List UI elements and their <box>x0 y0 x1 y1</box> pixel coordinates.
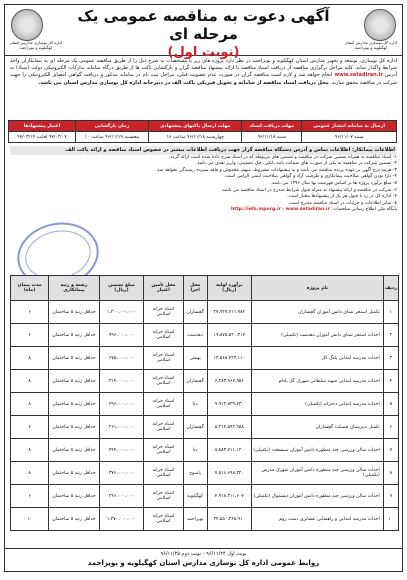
table-cell: ۵ <box>383 393 398 416</box>
column-header: رشته و رتبه پیمانکاری <box>49 276 100 301</box>
table-row <box>11 370 399 393</box>
page-subtitle: (نوبت اول) <box>167 45 240 60</box>
table-cell: اسناد خزانه اسلامی <box>144 462 184 485</box>
schedule-header-row <box>9 121 397 132</box>
table-cell: ۲۷،۹۲۷،۲۱۱،۹۸۴ <box>207 301 251 324</box>
table-cell: اسناد خزانه اسلامی <box>144 393 184 416</box>
schedule-header: زمان بازگشایی <box>75 121 148 132</box>
intro-bold-line: محل دریافت اسناد مناقصه از سامانه و تحویل فیزیکی پاکت الف در دبیرخانه اداره کل نوسازی مدارس استان می باشد. <box>38 79 329 86</box>
table-cell: ۳۴،۵۵۰،۳۶۵،۹۱۰ <box>207 508 251 531</box>
table-cell: گچساران <box>183 370 207 393</box>
table-cell: ۲۶۱،۰۰۰،۰۰۰ <box>99 416 143 439</box>
table-cell: حداقل رتبه ۵ ساختمان <box>49 370 100 393</box>
projects-table <box>10 275 399 531</box>
table-cell: ۶،۲۸۳،۹۶۷،۹۵۶ <box>207 370 251 393</box>
header <box>5 5 402 60</box>
emblem-right-icon <box>364 9 396 41</box>
schedule-table <box>8 120 397 143</box>
note-item: ۲- تضمین شرکت در مناقصه به یکی از صورت های ضمانت نامه بانکی، چک تضمینی، واریز نقدی می باشد. <box>195 161 397 167</box>
intro-text: اداره کل نوسازی، توسعه و تجهیز مدارس استان کهگیلویه و بویراحمد در نظر دارد پروژه های زیر با مشخصات به شرح ذیل را از طریق مناقصه عمومی یک مرحله ای به پیمانکاران واجد شرایط واگذار نماید. کلیه مراحل برگزاری مناقصه از دریافت اسناد مناقصه تا ارائه پیشنهاد مناقصه گران و بازگشایی پاکت ها از طریق درگاه سامانه تدارکات الکترونیکی دولت (ستاد) به آدرس <box>10 58 398 79</box>
table-cell: حداقل رتبه ۵ ساختمان <box>49 508 100 531</box>
notes-heading: اطلاعات پیمانکار: اطلاعات تماس و آدرس دستگاه مناقصه گزار جهت دریافت اطلاعات بیشتر در خصوص اسناد مناقصه و ارائه پاکت الف <box>10 146 397 155</box>
table-cell: ۱۳،۵۶۸،۴۲۳،۱۱۰ <box>207 347 251 370</box>
note-item: ۶- شرکت در مناقصه و ارائه پیشنهاد به منزله قبول شرایط مندرج در اسناد مناقصه می باشد. <box>221 187 397 193</box>
table-cell: ۳۷۶،۰۰۰،۰۰۰ <box>99 462 143 485</box>
table-row <box>11 508 399 531</box>
table-cell: گچساران <box>183 301 207 324</box>
schedule-header: ارسال به سامانه انتشار عمومی <box>302 121 397 132</box>
table-row <box>11 485 399 508</box>
notes-link-line: پایگاه ملی اطلاع رسانی مناقصات: http://iets.mporg.ir - www.setadiran.ir <box>231 207 397 213</box>
table-cell: اسناد خزانه اسلامی <box>144 439 184 462</box>
table-cell: اسناد خزانه اسلامی <box>144 485 184 508</box>
table-cell: حداقل رتبه ۵ ساختمان <box>49 485 100 508</box>
iets-link[interactable]: http://iets.mporg.ir <box>231 207 281 213</box>
column-header: محل اجرا <box>183 276 207 301</box>
schedule-header: اعتبار پیشنهادها <box>9 121 76 132</box>
page-title: آگهی دعوت به مناقصه عمومی یک مرحله ای <box>77 7 330 43</box>
table-cell: اسناد خزانه اسلامی <box>144 301 184 324</box>
projects-body <box>11 301 399 531</box>
table-cell: ۸ <box>11 370 49 393</box>
table-cell: ۹،۹۱۲،۸۳۹،۶۳۰ <box>207 393 251 416</box>
table-cell: ۶ <box>383 416 398 439</box>
setad-link-2[interactable]: www.setadiran.ir <box>285 207 330 213</box>
table-row <box>11 439 399 462</box>
table-cell: ۳ <box>383 347 398 370</box>
table-cell: ۶۷۸،۰۰۰،۰۰۰ <box>99 347 143 370</box>
setad-link[interactable]: www.setadiran.ir <box>334 72 383 79</box>
table-cell: اسناد خزانه اسلامی <box>144 370 184 393</box>
table-cell: ۲ <box>383 324 398 347</box>
table-cell: ۱،۳۷۰،۰۰۰،۰۰۰ <box>99 508 143 531</box>
column-header: برآورد اولیه (ریال) <box>207 276 251 301</box>
schedule-value: ۹۷/۰۳/۰۷ لغایت ۹۷/۰۳/۱۴ <box>9 132 76 143</box>
table-cell: ۹۹۶،۰۰۰،۰۰۰ <box>99 324 143 347</box>
table-cell: تکمیل دبیرستان فضیلت گچساران <box>252 416 384 439</box>
table-cell: ۳۱۴،۰۰۰،۰۰۰ <box>99 370 143 393</box>
table-cell: احداث مدرسه ابتدایی پلنگ کار <box>252 347 384 370</box>
publish-dates: نوبت اول ۹۶/۱۱/۲۴ - نوبت دوم ۹۶/۱۱/۲۵ <box>160 551 247 557</box>
table-cell: بویراحمد <box>183 508 207 531</box>
table-cell: ۹ <box>383 485 398 508</box>
table-cell: ۸ <box>11 393 49 416</box>
table-cell: دنا <box>183 393 207 416</box>
schedule-value: شنبه ۹۶/۱۱/۱۸ <box>242 132 302 143</box>
table-cell: اسناد خزانه اسلامی <box>144 508 184 531</box>
schedule-value: پنجشنبه ۹۶/۱۱/۱۹ ساعت ۱۰ <box>75 132 148 143</box>
table-cell: ۴۴۴،۰۰۰،۰۰۰ <box>99 439 143 462</box>
table-row <box>11 416 399 439</box>
column-header: ردیف <box>383 276 398 301</box>
note-item: ۴- دارا بودن گواهی صلاحیت پیمانکاری و ظرفیت آزاد و گواهی صلاحیت ایمنی الزامی است. <box>224 174 397 180</box>
table-cell: احداث سالن ورزشی چند منظوره دانش آموزان دیشموک (تکمیلی) <box>252 485 384 508</box>
schedule-header: مهلت ارسال پاکتهای پیشنهادی <box>149 121 242 132</box>
notes-link-label: پایگاه ملی اطلاع رسانی مناقصات: <box>331 207 397 213</box>
table-cell: حداقل رتبه ۵ ساختمان <box>49 439 100 462</box>
table-cell: ۷،۵۱۶،۶۹۸،۲۲۰ <box>207 462 251 485</box>
org-name-left: اداره کل نوسازی مدارس استان کهگیلویه و بویراحمد <box>9 40 63 50</box>
table-cell: احداث مدرسه ابتدایی شهید سلطانی شهرک گل بادام <box>252 370 384 393</box>
table-cell: ۱ <box>383 301 398 324</box>
table-cell: ۴۹۶،۰۰۰،۰۰۰ <box>99 393 143 416</box>
table-row <box>11 347 399 370</box>
table-cell: ۲۴۶،۰۰۰،۰۰۰ <box>99 485 143 508</box>
schedule-value-row <box>9 132 397 143</box>
table-cell: اسناد خزانه اسلامی <box>144 416 184 439</box>
footer-org: روابط عمومی اداره کل نوسازی مدارس استان کهگیلویه و بویراحمد <box>87 559 320 567</box>
column-header: مبلغ تضمین (ریال) <box>99 276 143 301</box>
table-cell: حداقل رتبه ۵ ساختمان <box>49 462 100 485</box>
emblem-left-icon <box>11 9 43 41</box>
table-cell: ۴ <box>383 370 398 393</box>
table-row <box>11 301 399 324</box>
footer <box>5 548 402 571</box>
org-name-right: اداره کل نوسازی مدارس استان کهگیلویه و بویراحمد <box>344 40 398 50</box>
table-cell: ۶ <box>11 416 49 439</box>
tender-notice <box>4 4 403 572</box>
table-cell: تکمیل استخر شنای دانش آموزان گچساران <box>252 301 384 324</box>
column-header: محل تامین اعتبار <box>144 276 184 301</box>
table-cell: ۷ <box>383 439 398 462</box>
table-cell: احداث سالن ورزشی چند منظوره دانش آموزان شهرک مدرس (تکمیلی) <box>252 462 384 485</box>
table-cell: دنا <box>183 439 207 462</box>
note-item: ۱- اسناد مناقصه به همراه تضمین شرکت در مناقصه و تضمین های مربوطه که در اسناد شرح داده شده است ارائه گردد. <box>169 154 397 160</box>
notes-section <box>5 143 402 291</box>
table-cell: حداقل رتبه ۵ ساختمان <box>49 393 100 416</box>
schedule-header: مهلت دریافت اسناد <box>242 121 302 132</box>
table-cell: ۶ <box>11 485 49 508</box>
table-row <box>11 462 399 485</box>
notes-list <box>10 155 397 208</box>
schedule-value: شنبه ۹۶/۱۱/۰۷ <box>302 132 397 143</box>
table-cell: ۱۰ <box>11 508 49 531</box>
table-cell: حداقل رتبه ۵ ساختمان <box>49 347 100 370</box>
note-item: ۳- هزینه درج آگهی بر عهده برنده مناقصه می باشد و به پیشنهادات مشروط، مبهم، مخدوش و فاقد سپرده رسیدگی نخواهد شد. <box>155 167 397 173</box>
table-cell: ۶ <box>11 324 49 347</box>
table-cell: ۶ <box>11 301 49 324</box>
table-cell: احداث سالن ورزشی چند منظوره دانش آموزان سیسخت (تکمیلی) <box>252 439 384 462</box>
table-row <box>11 324 399 347</box>
table-cell: ۸ <box>11 439 49 462</box>
schedule-value: چهارشنبه ۹۶/۱۱/۱۸ ساعت ۱۶ <box>149 132 242 143</box>
table-cell: حداقل رتبه ۵ ساختمان <box>49 324 100 347</box>
table-cell: احداث استخر شنای دانش آموزان دهدشت (تکمیلی) <box>252 324 384 347</box>
table-cell: احداث مدرسه ابتدایی و راهنمایی عشایری دشت روم <box>252 508 384 531</box>
intro-paragraph <box>5 56 402 120</box>
table-cell: ۱۹،۸۷۵،۵۲۰،۳۱۷ <box>207 324 251 347</box>
table-cell: احداث مدرسه ابتدایی دخترانه (تکمیلی) <box>252 393 384 416</box>
table-row <box>11 393 399 416</box>
title-block <box>75 7 332 60</box>
projects-header-row <box>11 276 399 301</box>
column-header: نام پروژه <box>252 276 384 301</box>
table-cell: اسناد خزانه اسلامی <box>144 347 184 370</box>
table-cell: ۵،۲۱۴،۵۹۲،۹۵۸ <box>207 416 251 439</box>
table-cell: کهگیلویه <box>183 485 207 508</box>
table-cell: گچساران <box>183 416 207 439</box>
note-item: ۸- سایر اطلاعات و جزئیات در اسناد مناقصه مندرج است. <box>287 200 397 206</box>
table-cell: ۸ <box>11 462 49 485</box>
table-cell: ۸،۸۸۳،۷۱۱،۱۲۰ <box>207 439 251 462</box>
table-cell: ۱،۳۰۰،۰۰۰،۰۰۰ <box>99 301 143 324</box>
note-item: ۷- اداره کل در رد یا قبول هر یک از پیشنهادها مختار است. <box>287 194 397 200</box>
note-item: ۵- مبلغ برآورد پروژه ها بر اساس فهرست بها سال ۱۳۹۶ می باشد. <box>270 180 397 186</box>
table-cell: ۴،۹۱۸،۲۱۱،۶۰۷ <box>207 485 251 508</box>
table-cell: حداقل رتبه ۵ ساختمان <box>49 416 100 439</box>
table-cell: ۱۰ <box>383 508 398 531</box>
table-cell: یاسوج <box>183 462 207 485</box>
table-cell: دهدشت <box>183 324 207 347</box>
table-cell: ۸ <box>11 347 49 370</box>
intro-text-2: انجام خواهد شد و لازم است مناقصه گران در صورت عدم عضویت قبلی، مراحل ثبت نام در سامانه مذکور و دریافت گواهی امضای الکترونیکی را جهت شرکت در مناقصه محقق سازند. <box>10 72 397 86</box>
column-header: مدت پیمان (ماه) <box>11 276 49 301</box>
table-cell: حداقل رتبه ۵ ساختمان <box>49 301 100 324</box>
table-cell: بهمئی <box>183 347 207 370</box>
table-cell: اسناد خزانه اسلامی <box>144 324 184 347</box>
table-cell: ۸ <box>383 462 398 485</box>
